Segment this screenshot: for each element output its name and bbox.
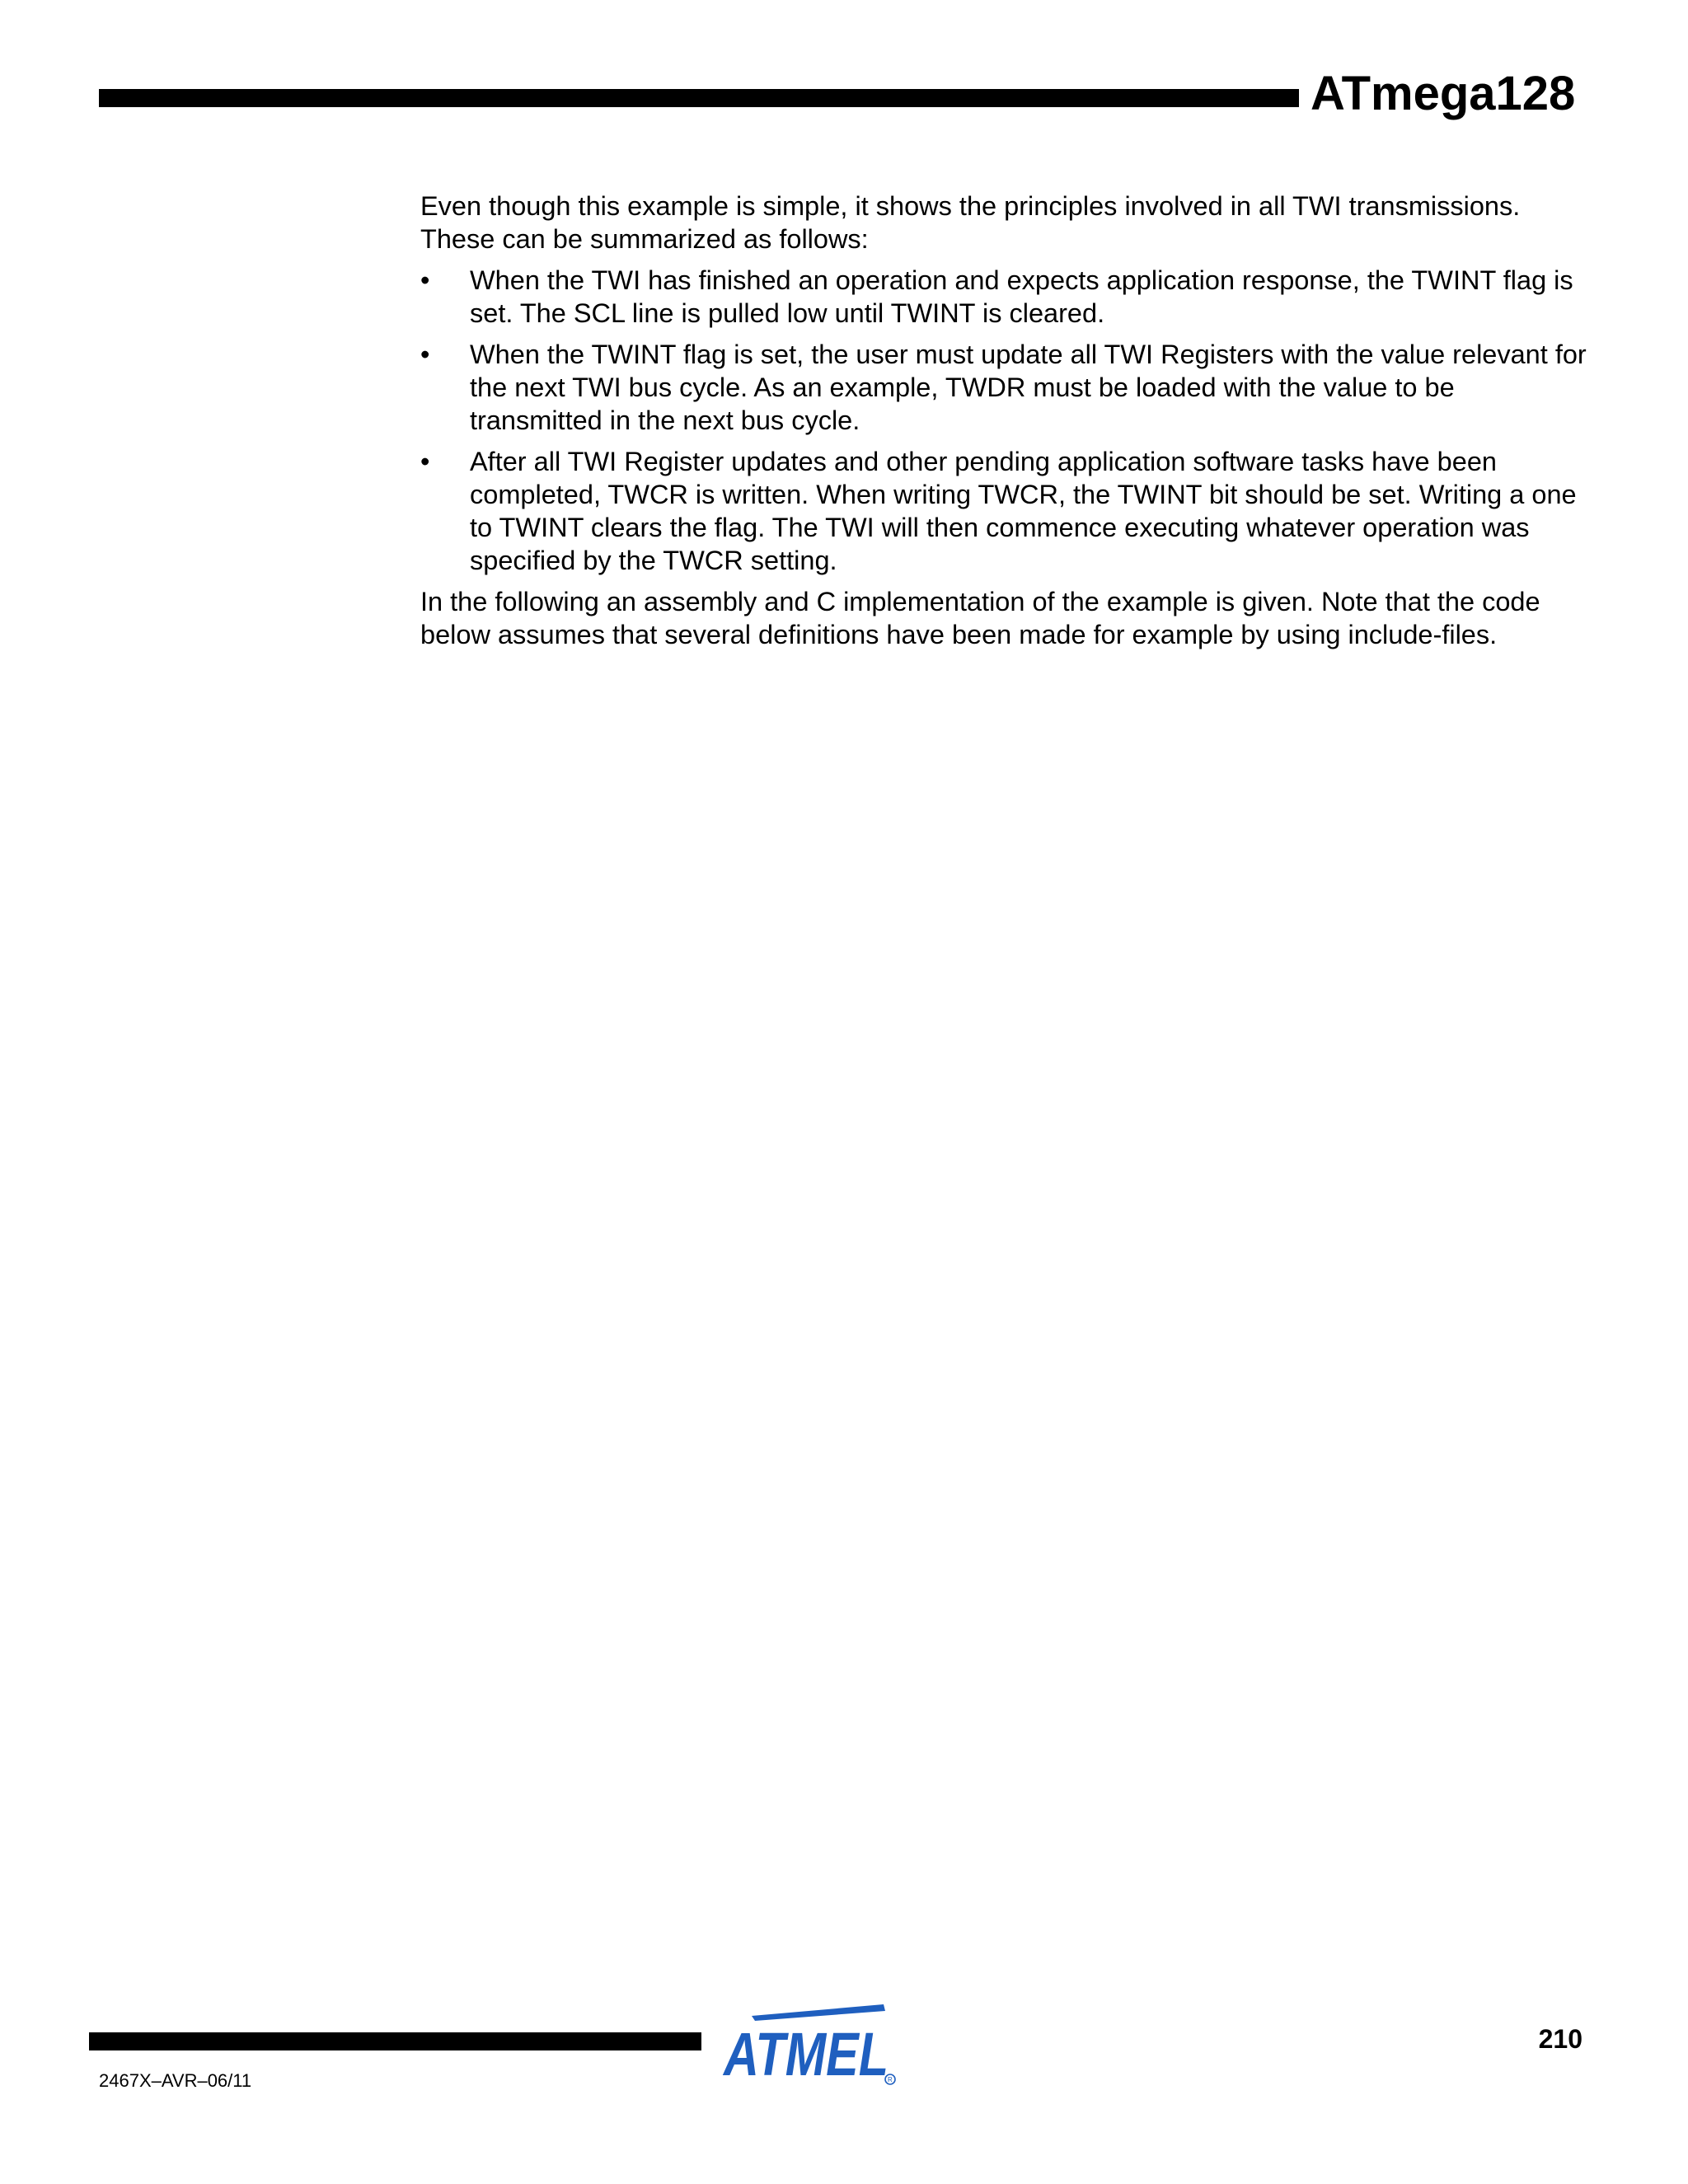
- bullet-list: [420, 264, 1591, 577]
- list-item: [420, 338, 1591, 437]
- logo-wordmark: ATMEL: [722, 2020, 889, 2085]
- bullet-icon: •: [420, 340, 430, 369]
- main-content: [420, 190, 1591, 651]
- page-number: 210: [1538, 2024, 1582, 2054]
- document-title: ATmega128: [1311, 67, 1576, 120]
- intro-paragraph: Even though this example is simple, it shows the principles involved in all TWI transmissions. These can be summarized as follows:: [420, 191, 1521, 254]
- list-item-text: When the TWINT flag is set, the user must update all TWI Registers with the value relevant for the next TWI bus cycle. As an example, TWDR must be loaded with the value to be transmitted in the next bus cycle.: [470, 340, 1587, 435]
- logo-swoosh: [752, 2004, 885, 2021]
- bullet-icon: •: [420, 447, 430, 476]
- atmel-logo-icon: [719, 2001, 900, 2085]
- list-item-text: After all TWI Register updates and other pending application software tasks have been completed, TWCR is written. When writing TWCR, the TWINT bit should be set. Writing a one to TWINT clears the flag. The TWI will then commence executing whatever operation was specified by the TWCR setting.: [470, 447, 1577, 575]
- footer-rule: [89, 2032, 701, 2050]
- bullet-icon: •: [420, 265, 430, 295]
- svg-text:R: R: [888, 2076, 893, 2083]
- list-item: [420, 264, 1591, 330]
- document-code: 2467X–AVR–06/11: [99, 2070, 252, 2091]
- header-rule: [99, 89, 1299, 107]
- list-item: [420, 445, 1591, 577]
- list-item-text: When the TWI has finished an operation and expects application response, the TWINT flag is set. The SCL line is pulled low until TWINT is cleared.: [470, 265, 1573, 328]
- closing-paragraph: In the following an assembly and C implementation of the example is given. Note that the code below assumes that several definitions have been made for example by using include-files.: [420, 587, 1540, 649]
